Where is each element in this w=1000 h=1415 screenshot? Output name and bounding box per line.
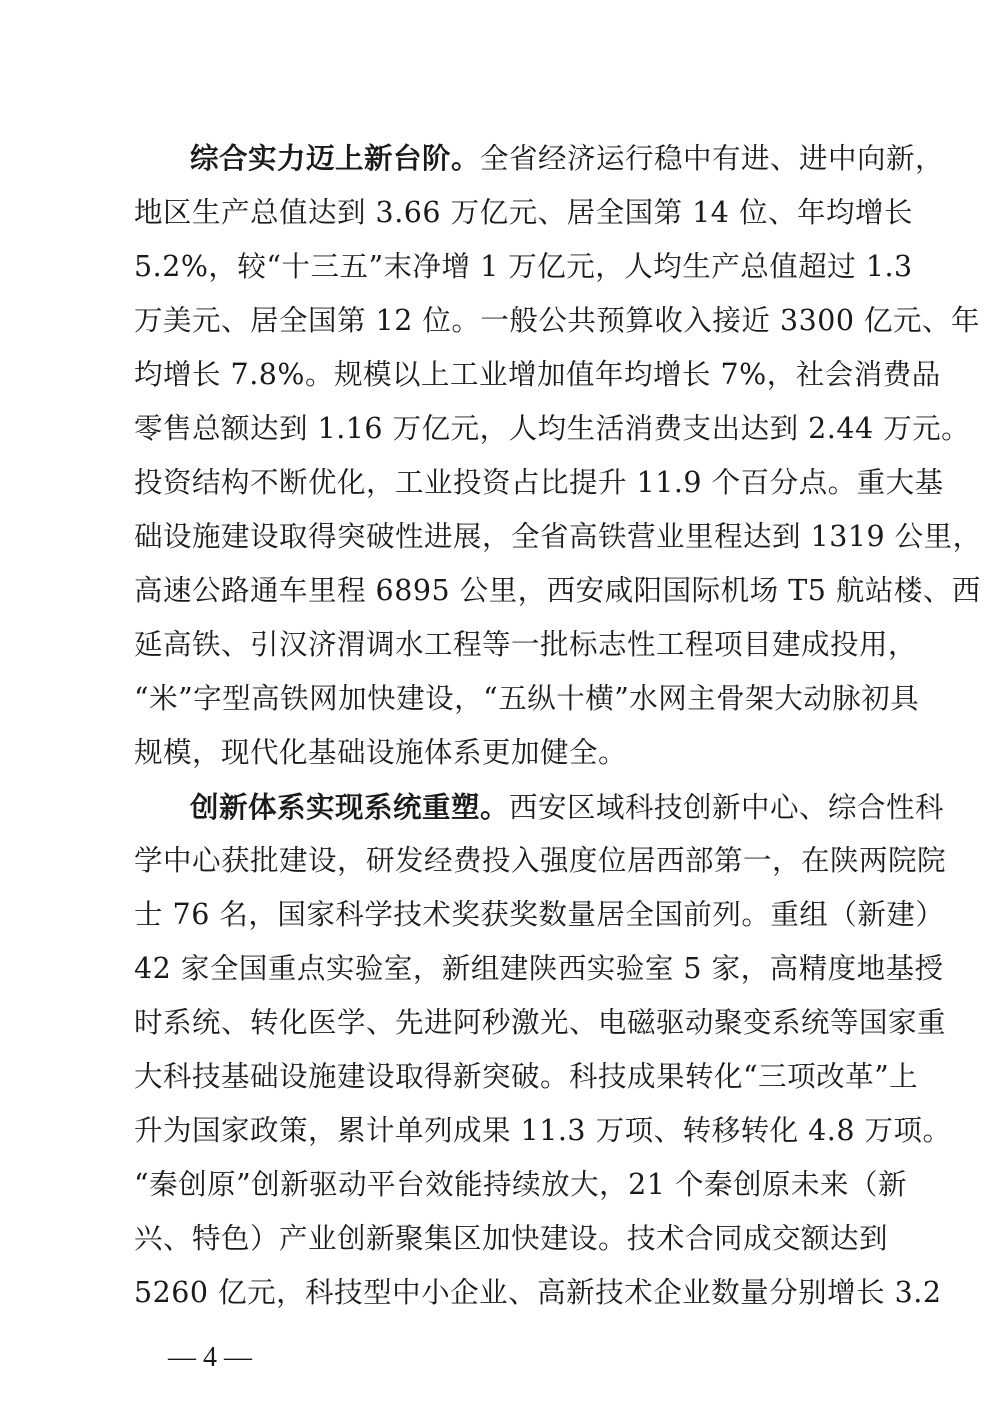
paragraph-1-line-12: 规模，现代化基础设施体系更加健全。 [134,736,628,769]
paragraph-1-line-7: 投资结构不断优化，工业投资占比提升 11.9 个百分点。重大基 [134,466,944,499]
paragraph-1-text: 全省经济运行稳中有进、进中向新， [480,142,945,175]
paragraph-2-lead: 创新体系实现系统重塑。 [190,790,510,824]
paragraph-2-text: 西安区域科技创新中心、综合性科 [509,791,945,824]
paragraph-1-line-9: 高速公路通车里程 6895 公里，西安咸阳国际机场 T5 航站楼、西 [134,574,981,607]
paragraph-1-line-1 [190,138,945,178]
paragraph-2-line-4: 42 家全国重点实验室，新组建陕西实验室 5 家，高精度地基授 [134,952,944,985]
paragraph-2-line-10: 5260 亿元，科技型中小企业、高新技术企业数量分别增长 3.2 [134,1276,942,1309]
paragraph-1-line-2: 地区生产总值达到 3.66 万亿元、居全国第 14 位、年均增长 [134,196,913,229]
paragraph-2-line-8: “秦创原”创新驱动平台效能持续放大，21 个秦创原未来（新 [134,1168,907,1201]
paragraph-1-line-4: 万美元、居全国第 12 位。一般公共预算收入接近 3300 亿元、年 [134,304,981,337]
paragraph-2-line-9: 兴、特色）产业创新聚集区加快建设。技术合同成交额达到 [134,1222,889,1255]
paragraph-2-line-2: 学中心获批建设，研发经费投入强度位居西部第一，在陕两院院 [134,844,947,877]
paragraph-2-line-1 [190,787,945,827]
paragraph-2-line-7: 升为国家政策，累计单列成果 11.3 万项、转移转化 4.8 万项。 [134,1114,952,1147]
page-number: — 4 — [168,1342,252,1373]
paragraph-2-line-5: 时系统、转化医学、先进阿秒激光、电磁驱动聚变系统等国家重 [134,1006,947,1039]
paragraph-1-lead: 综合实力迈上新台阶。 [190,141,481,175]
paragraph-1-line-10: 延高铁、引汉济渭调水工程等一批标志性工程项目建成投用， [134,628,918,661]
paragraph-1-line-11: “米”字型高铁网加快建设，“五纵十横”水网主骨架大动脉初具 [134,682,920,715]
paragraph-2-line-3: 士 76 名，国家科学技术奖获奖数量居全国前列。重组（新建） [134,898,945,931]
paragraph-1-line-6: 零售总额达到 1.16 万亿元，人均生活消费支出达到 2.44 万元。 [134,412,971,445]
paragraph-1-line-3: 5.2%，较“十三五”末净增 1 万亿元，人均生产总值超过 1.3 [134,250,913,283]
paragraph-1-line-5: 均增长 7.8%。规模以上工业增加值年均增长 7%，社会消费品 [134,358,941,391]
paragraph-1-line-8: 础设施建设取得突破性进展，全省高铁营业里程达到 1319 公里， [134,520,982,553]
paragraph-2-line-6: 大科技基础设施建设取得新突破。科技成果转化“三项改革”上 [134,1060,919,1093]
